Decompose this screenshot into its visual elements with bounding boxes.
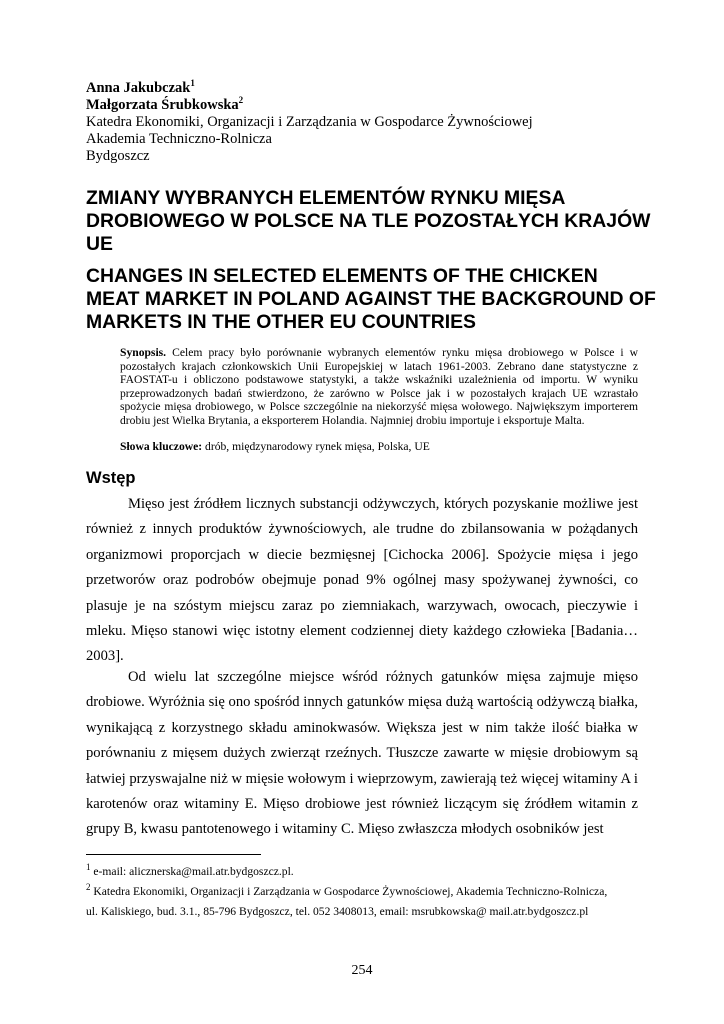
abstract-text: Celem pracy było porównanie wybranych elementów rynku mięsa drobiowego w Polsce i w pozostałych krajach członkowskich Unii Europejskiej w latach 1961-2003. Zebrano dane statystyczne z FAOSTAT-u i obliczono podstawowe statystyki, a także wskaźniki uzależnienia od importu. W wyniku przeprowadzonych badań stwierdzono, że zarówno w Polsce jak i w pozostałych krajach UE wzrastało spożycie mięsa drobiowego, w Polsce szczególnie na niekorzyść mięsa wołowego. Największym importerem drobiu jest Wielka Brytania, a eksporterem Holandia. Najmniej drobiu importuje i eksportuje Malta.: [120, 346, 639, 427]
keywords-text: drób, międzynarodowy rynek mięsa, Polska, UE: [205, 440, 430, 453]
authors-block: [86, 80, 646, 165]
body-paragraph: Od wielu lat szczególne miejsce wśród różnych gatunków mięsa zajmuje mięso drobiowe. Wyróżnia się ono spośród innych gatunków mięsa dużą wartością odżywczą białka, wynikającą z korzystnego składu aminokwasów. Większa jest w nim także ilość białka w porównaniu z mięsem dużych zwierząt rzeźnych. Tłuszcze zawarte w mięsie drobiowym są łatwiej przyswajalne niż w mięsie wołowym i wieprzowym, zawierają też więcej witaminy A i karotenów oraz witaminy E. Mięso drobiowe jest również liczącym się źródłem witamin z grupy B, kwasu pantotenowego i witaminy C. Mięso zwłaszcza młodych osobników jest: [86, 669, 638, 838]
footnote-item: $^1$ e-mail: alicznerska@mail.atr.bydgoszcz.pl.: [86, 862, 294, 878]
affiliation-city: Bydgoszcz: [86, 148, 150, 164]
affiliation-institution: Akademia Techniczno-Rolnicza: [86, 131, 272, 147]
body-paragraph: Mięso jest źródłem licznych substancji odżywczych, których pozyskanie możliwe jest również z innych produktów żywnościowych, ale trudne do zbilansowania w pożądanych organizmowi proporcjach w diecie bezmięsnej [Cichocka 2006]. Spożycie mięsa i jego przetworów oraz podrobów obejmuje ponad 9% ogólnej masy spożywanej żywności, co plasuje je na szóstym miejscu zaraz po ziemniakach, warzywach, owocach, pieczywie i mleku. Mięso stanowi więc istotny element codziennej diety każdego człowieka [Badania… 2003].: [86, 496, 638, 665]
abstract: [120, 346, 638, 428]
author-name: Małgorzata Śrubkowska$^2$: [86, 95, 244, 113]
footnote-mark: 1: [86, 862, 91, 873]
page-number: 254: [351, 963, 373, 978]
affiliation-department: Katedra Ekonomiki, Organizacji i Zarządzania w Gospodarce Żywnościowej: [86, 114, 533, 130]
footnote-ref: 2: [238, 95, 244, 106]
section-heading: Wstęp: [86, 469, 136, 487]
keywords: [120, 440, 638, 454]
author-name: Anna Jakubczak$^1$: [86, 78, 195, 96]
footnote-mark: 2: [86, 882, 91, 893]
title-polish: ZMIANY WYBRANYCH ELEMENTÓW RYNKU MIĘSA DROBIOWEGO W POLSCE NA TLE POZOSTAŁYCH KRAJÓW UE: [86, 187, 651, 255]
abstract-label: Synopsis.: [120, 346, 167, 359]
footnotes: [86, 862, 646, 922]
keywords-label: Słowa kluczowe:: [120, 440, 203, 453]
title-english: CHANGES IN SELECTED ELEMENTS OF THE CHICKEN MEAT MARKET IN POLAND AGAINST THE BACKGROUND OF MARKETS IN THE OTHER EU COUNTRIES: [86, 265, 656, 333]
footnote-item: ul. Kaliskiego, bud. 3.1., 85-796 Bydgoszcz, tel. 052 3408013, email: msrubkowska@ mail.atr.bydgoszcz.pl: [86, 905, 589, 918]
footnote-divider: [86, 854, 261, 855]
footnote-ref: 1: [190, 78, 195, 89]
footnote-item: $^2$ Katedra Ekonomiki, Organizacji i Zarządzania w Gospodarce Żywnościowej, Akademia Techniczno-Rolnicza,: [86, 882, 608, 898]
